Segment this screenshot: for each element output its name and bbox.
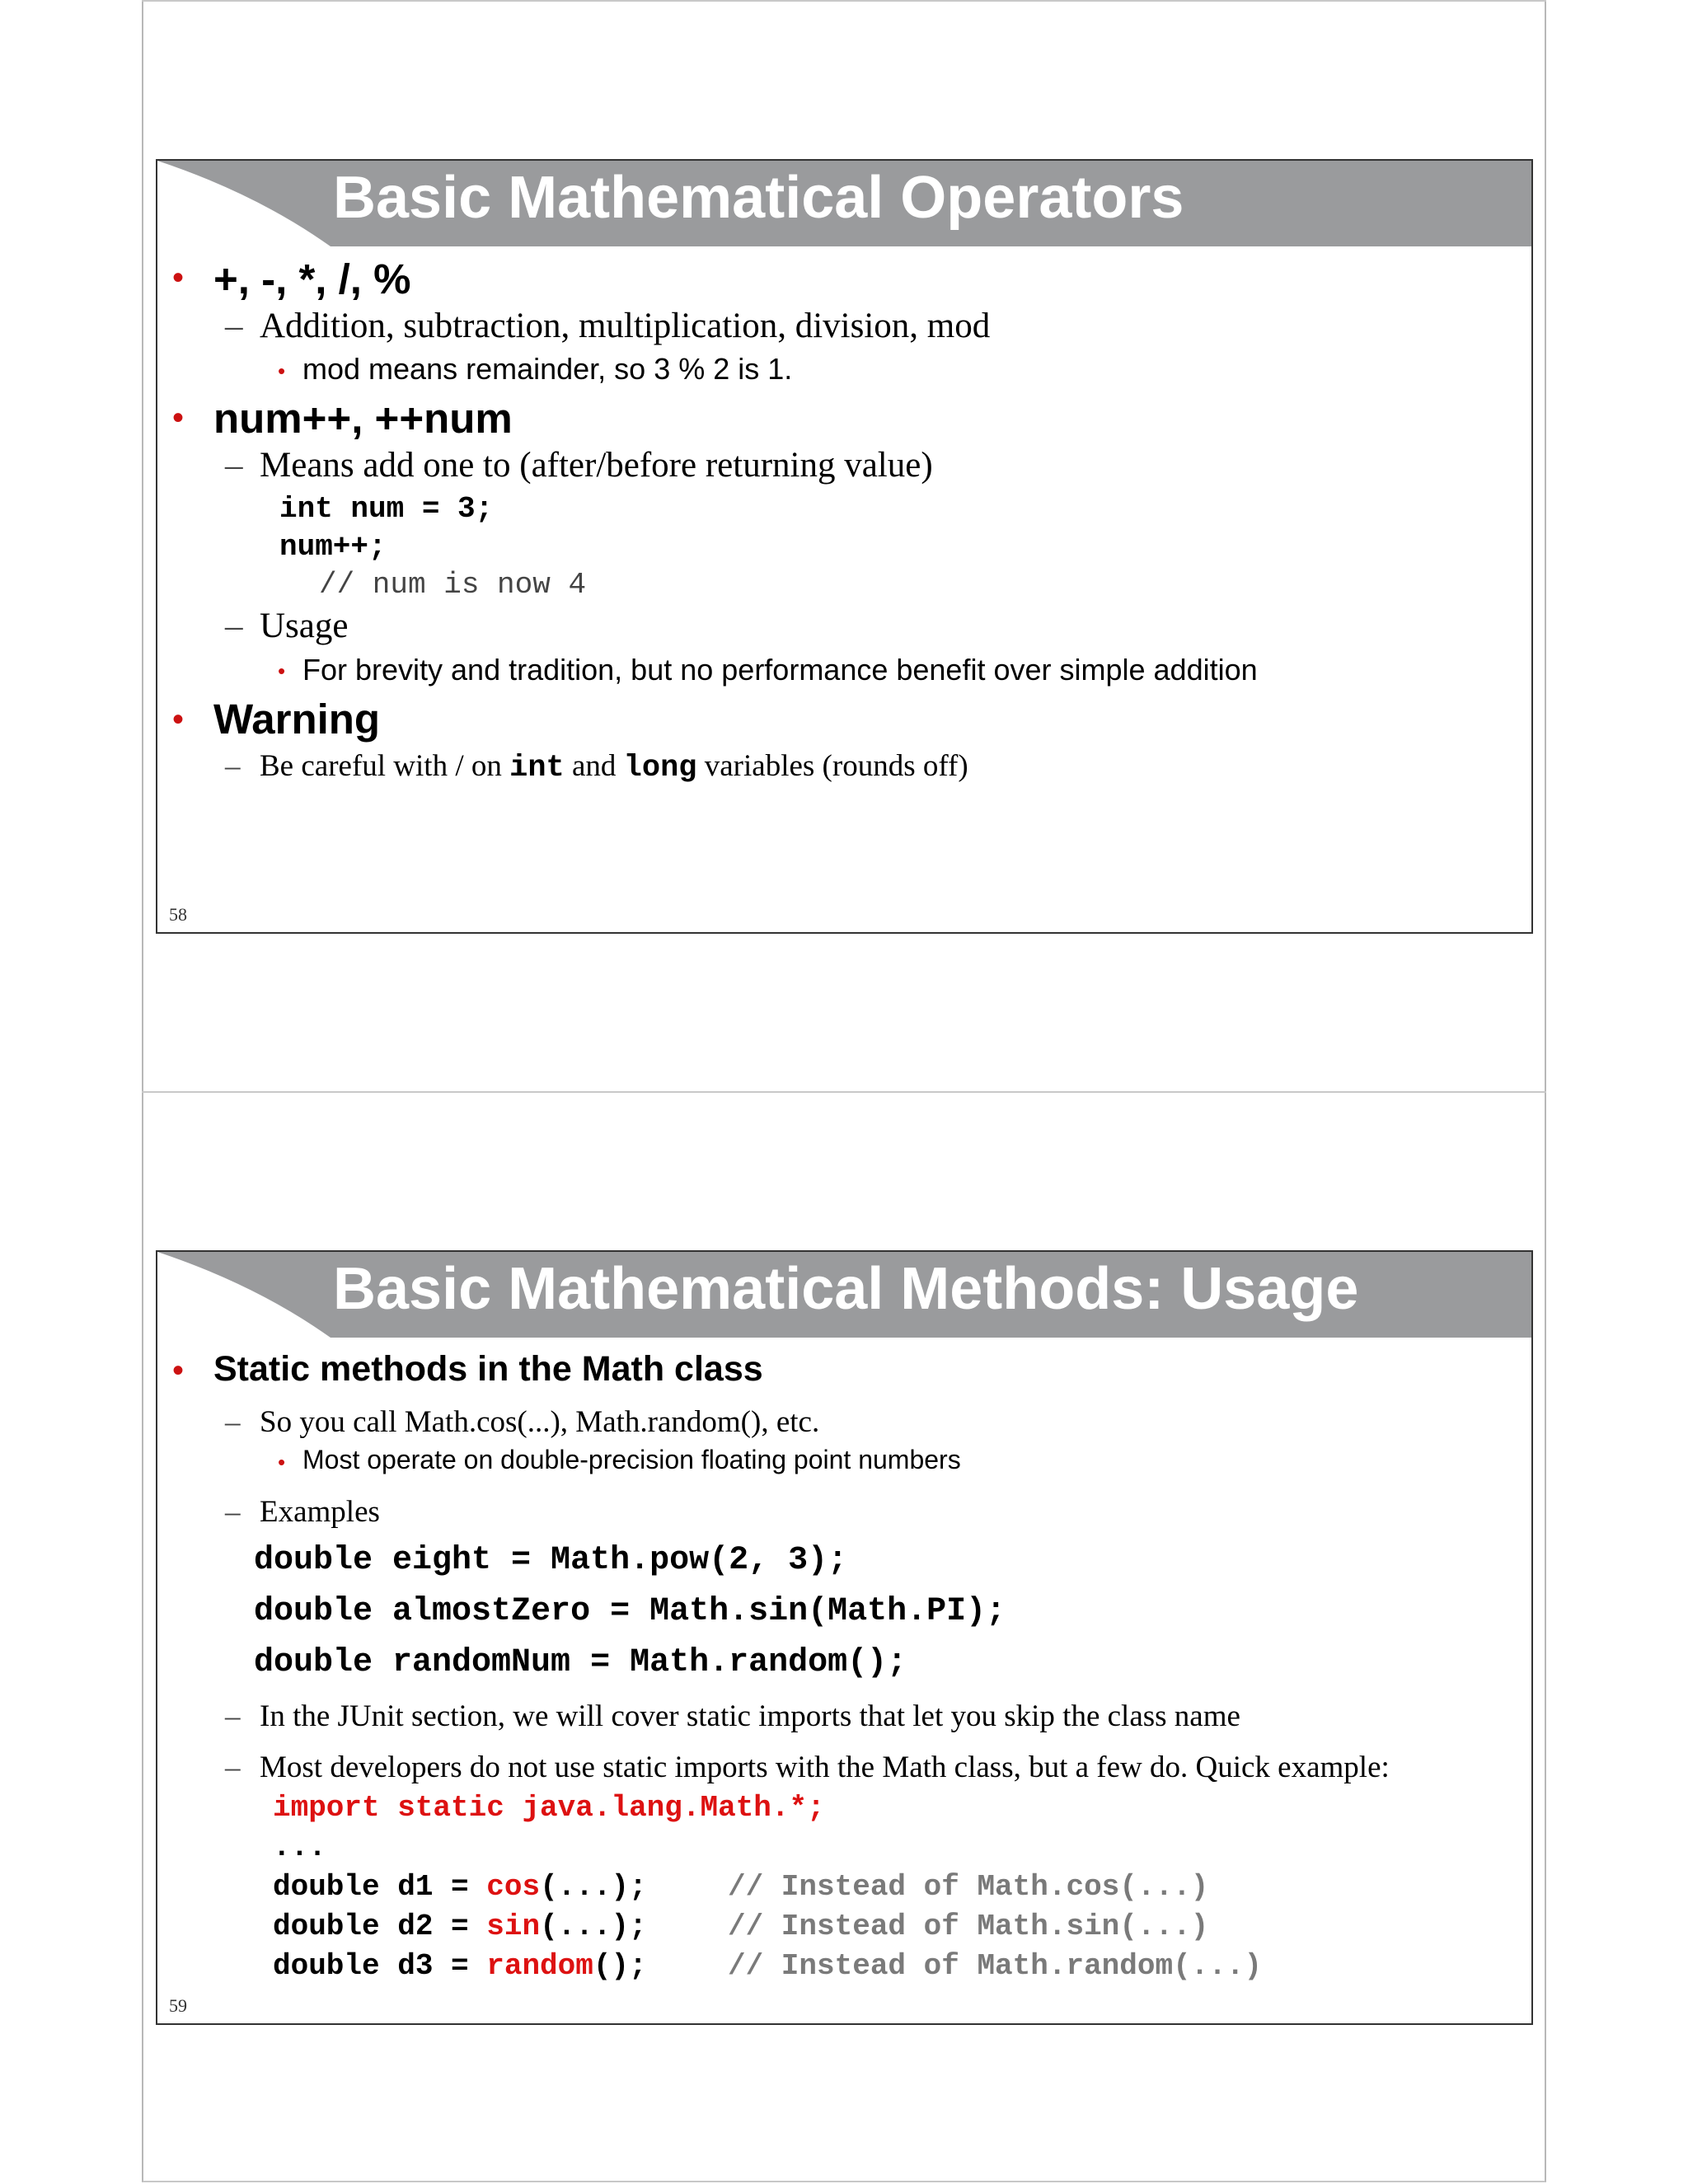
dash-icon: – — [225, 1699, 241, 1733]
code-ellipsis: ... — [273, 1830, 326, 1864]
slide-number: 58 — [169, 904, 187, 925]
bullet-heading: num++, ++num — [213, 395, 513, 442]
dash-icon: – — [225, 607, 243, 645]
bullet-icon: • — [278, 359, 286, 383]
bullet-heading: +, -, *, /, % — [213, 255, 411, 302]
text-segment: and — [564, 749, 624, 783]
slide-59 — [156, 1250, 1533, 2025]
code-declaration: double d2 = — [273, 1910, 487, 1943]
slide-title: Basic Mathematical Operators — [333, 165, 1184, 231]
import-statement: import static java.lang.Math.*; — [273, 1791, 825, 1825]
slide-58 — [156, 159, 1533, 934]
text-segment: Be careful with / on — [260, 749, 510, 783]
page-divider — [142, 1091, 1546, 1093]
sub-sub-bullet-text: Most operate on double-precision floating point numbers — [302, 1445, 961, 1474]
bullet-icon: • — [172, 260, 185, 296]
slide-number: 59 — [169, 1995, 187, 2016]
code-declaration: double d1 = — [273, 1870, 487, 1904]
bullet-icon: • — [278, 658, 286, 683]
code-comment: // num is now 4 — [319, 568, 587, 602]
bullet-icon: • — [278, 1450, 286, 1474]
sub-bullet-text: So you call Math.cos(...), Math.random(), etc. — [260, 1405, 820, 1439]
sub-bullet-text: Most developers do not use static imports with the Math class, but a few do. Quick example: — [260, 1750, 1390, 1784]
page-top-border — [142, 0, 1546, 2]
dash-icon: – — [225, 1495, 241, 1529]
sub-bullet-text: Usage — [260, 607, 349, 645]
dash-icon: – — [225, 1750, 241, 1784]
bullet-icon: • — [172, 400, 185, 436]
inline-code: int — [509, 751, 565, 785]
static-import-line — [273, 1870, 647, 1904]
code-comment: // Instead of Math.random(...) — [728, 1949, 1263, 1983]
sub-bullet-text: Means add one to (after/before returning value) — [260, 446, 933, 485]
bullet-heading: Static methods in the Math class — [213, 1349, 763, 1389]
code-args: (...); — [540, 1910, 647, 1943]
sub-sub-bullet-text: mod means remainder, so 3 % 2 is 1. — [302, 352, 793, 386]
bullet-icon: • — [172, 1352, 185, 1389]
sub-bullet-text: Examples — [260, 1495, 380, 1529]
bullet-heading: Warning — [213, 696, 381, 743]
code-args: (...); — [540, 1870, 647, 1904]
code-example-line: double almostZero = Math.sin(Math.PI); — [254, 1593, 1006, 1630]
text-segment: variables (rounds off) — [696, 749, 968, 783]
dash-icon: – — [225, 307, 243, 345]
code-comment: // Instead of Math.sin(...) — [728, 1910, 1209, 1943]
code-example-line: double eight = Math.pow(2, 3); — [254, 1542, 848, 1579]
slide-title: Basic Mathematical Methods: Usage — [333, 1256, 1359, 1322]
dash-icon: – — [225, 749, 241, 783]
sub-sub-bullet-text: For brevity and tradition, but no performance benefit over simple addition — [302, 653, 1258, 687]
code-args: (); — [593, 1949, 647, 1983]
sub-bullet-text — [260, 748, 968, 785]
sub-bullet-text: Addition, subtraction, multiplication, division, mod — [260, 307, 991, 345]
bullet-icon: • — [172, 701, 185, 738]
code-call: cos — [486, 1870, 541, 1904]
code-call: random — [486, 1949, 593, 1983]
inline-code: long — [623, 751, 697, 785]
code-comment: // Instead of Math.cos(...) — [728, 1870, 1209, 1904]
code-declaration: double d3 = — [273, 1949, 487, 1983]
code-line: int num = 3; — [279, 492, 494, 526]
static-import-line — [273, 1910, 647, 1943]
dash-icon: – — [225, 446, 243, 485]
dash-icon: – — [225, 1405, 241, 1439]
sub-bullet-text: In the JUnit section, we will cover static imports that let you skip the class name — [260, 1699, 1240, 1733]
code-example-line: double randomNum = Math.random(); — [254, 1644, 907, 1681]
static-import-line — [273, 1949, 647, 1983]
code-line: num++; — [279, 530, 387, 564]
code-call: sin — [486, 1910, 541, 1943]
